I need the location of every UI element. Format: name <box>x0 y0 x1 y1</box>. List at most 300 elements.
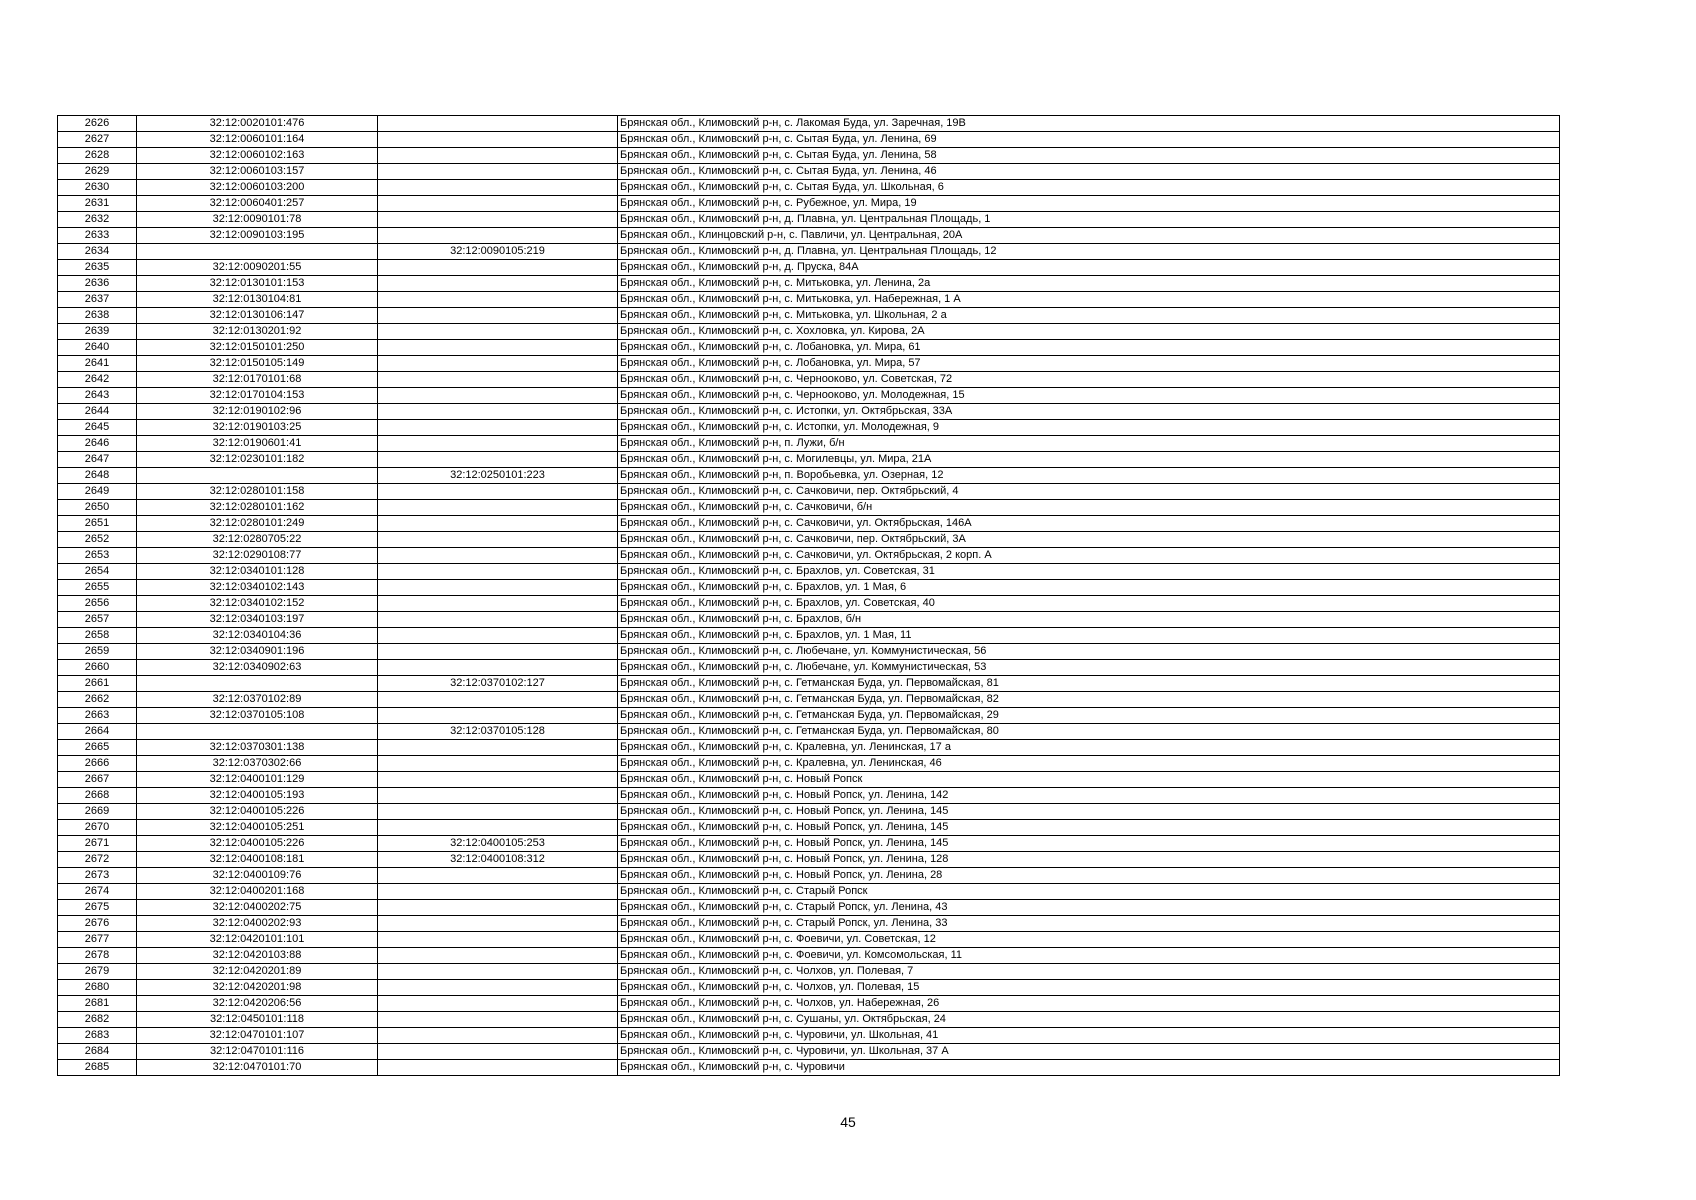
address-cell: Брянская обл., Климовский р-н, с. Брахлов, ул. 1 Мая, 6 <box>618 580 1560 596</box>
cadastral-number-cell: 32:12:0060103:200 <box>137 180 378 196</box>
row-number-cell: 2630 <box>58 180 137 196</box>
cadastral-number-secondary-cell <box>378 660 618 676</box>
table-row <box>58 436 1560 452</box>
table-row <box>58 804 1560 820</box>
cadastral-number-secondary-cell <box>378 596 618 612</box>
row-number-cell: 2661 <box>58 676 137 692</box>
address-cell: Брянская обл., Климовский р-н, с. Старый Ропск, ул. Ленина, 33 <box>618 916 1560 932</box>
cadastral-number-secondary-cell <box>378 1028 618 1044</box>
row-number-cell: 2685 <box>58 1060 137 1076</box>
cadastral-number-secondary-cell <box>378 644 618 660</box>
cadastral-number-secondary-cell <box>378 916 618 932</box>
cadastral-number-cell: 32:12:0170101:68 <box>137 372 378 388</box>
address-cell: Брянская обл., Климовский р-н, с. Сытая Буда, ул. Ленина, 58 <box>618 148 1560 164</box>
table-row <box>58 420 1560 436</box>
address-cell: Брянская обл., Климовский р-н, с. Чуровичи, ул. Школьная, 41 <box>618 1028 1560 1044</box>
table-row <box>58 1060 1560 1076</box>
row-number-cell: 2643 <box>58 388 137 404</box>
address-cell: Брянская обл., Климовский р-н, с. Сачковичи, ул. Октябрьская, 2 корп. А <box>618 548 1560 564</box>
table-row <box>58 788 1560 804</box>
cadastral-number-secondary-cell <box>378 900 618 916</box>
row-number-cell: 2665 <box>58 740 137 756</box>
cadastral-number-secondary-cell: 32:12:0250101:223 <box>378 468 618 484</box>
cadastral-number-cell: 32:12:0290108:77 <box>137 548 378 564</box>
cadastral-number-cell: 32:12:0370301:138 <box>137 740 378 756</box>
cadastral-number-secondary-cell <box>378 964 618 980</box>
row-number-cell: 2672 <box>58 852 137 868</box>
cadastral-number-cell: 32:12:0060101:164 <box>137 132 378 148</box>
table-row <box>58 244 1560 260</box>
cadastral-number-secondary-cell <box>378 164 618 180</box>
row-number-cell: 2658 <box>58 628 137 644</box>
table-row <box>58 612 1560 628</box>
row-number-cell: 2673 <box>58 868 137 884</box>
row-number-cell: 2676 <box>58 916 137 932</box>
cadastral-number-secondary-cell <box>378 804 618 820</box>
cadastral-number-cell: 32:12:0470101:116 <box>137 1044 378 1060</box>
table-row <box>58 980 1560 996</box>
row-number-cell: 2627 <box>58 132 137 148</box>
cadastral-number-secondary-cell <box>378 148 618 164</box>
cadastral-number-secondary-cell <box>378 420 618 436</box>
table-row <box>58 164 1560 180</box>
cadastral-number-secondary-cell <box>378 388 618 404</box>
row-number-cell: 2636 <box>58 276 137 292</box>
cadastral-number-secondary-cell <box>378 740 618 756</box>
cadastral-number-secondary-cell <box>378 308 618 324</box>
cadastral-number-cell: 32:12:0370302:66 <box>137 756 378 772</box>
address-cell: Брянская обл., Климовский р-н, с. Брахлов, б/н <box>618 612 1560 628</box>
row-number-cell: 2653 <box>58 548 137 564</box>
table-row <box>58 324 1560 340</box>
cadastral-number-cell: 32:12:0020101:476 <box>137 116 378 132</box>
row-number-cell: 2679 <box>58 964 137 980</box>
cadastral-number-cell: 32:12:0340104:36 <box>137 628 378 644</box>
address-cell: Брянская обл., Климовский р-н, с. Гетманская Буда, ул. Первомайская, 81 <box>618 676 1560 692</box>
address-cell: Брянская обл., Климовский р-н, с. Новый Ропск, ул. Ленина, 28 <box>618 868 1560 884</box>
row-number-cell: 2681 <box>58 996 137 1012</box>
row-number-cell: 2668 <box>58 788 137 804</box>
row-number-cell: 2667 <box>58 772 137 788</box>
address-cell: Брянская обл., Климовский р-н, с. Гетманская Буда, ул. Первомайская, 29 <box>618 708 1560 724</box>
table-row <box>58 1044 1560 1060</box>
row-number-cell: 2628 <box>58 148 137 164</box>
table-row <box>58 868 1560 884</box>
row-number-cell: 2648 <box>58 468 137 484</box>
address-cell: Брянская обл., Климовский р-н, с. Хохловка, ул. Кирова, 2А <box>618 324 1560 340</box>
row-number-cell: 2644 <box>58 404 137 420</box>
table-row <box>58 964 1560 980</box>
row-number-cell: 2635 <box>58 260 137 276</box>
cadastral-number-secondary-cell <box>378 196 618 212</box>
cadastral-number-secondary-cell <box>378 756 618 772</box>
address-cell: Брянская обл., Климовский р-н, с. Новый Ропск, ул. Ленина, 145 <box>618 804 1560 820</box>
cadastral-number-cell: 32:12:0420206:56 <box>137 996 378 1012</box>
cadastral-number-secondary-cell <box>378 180 618 196</box>
cadastral-number-secondary-cell <box>378 564 618 580</box>
table-row <box>58 388 1560 404</box>
row-number-cell: 2626 <box>58 116 137 132</box>
cadastral-number-cell: 32:12:0130201:92 <box>137 324 378 340</box>
table-row <box>58 660 1560 676</box>
address-cell: Брянская обл., Климовский р-н, с. Могилевцы, ул. Мира, 21А <box>618 452 1560 468</box>
cadastral-number-secondary-cell: 32:12:0090105:219 <box>378 244 618 260</box>
row-number-cell: 2631 <box>58 196 137 212</box>
cadastral-number-secondary-cell <box>378 340 618 356</box>
cadastral-number-secondary-cell <box>378 1060 618 1076</box>
cadastral-number-cell: 32:12:0340102:152 <box>137 596 378 612</box>
cadastral-number-cell: 32:12:0060401:257 <box>137 196 378 212</box>
address-cell: Брянская обл., Климовский р-н, с. Фоевичи, ул. Советская, 12 <box>618 932 1560 948</box>
row-number-cell: 2645 <box>58 420 137 436</box>
table-row <box>58 884 1560 900</box>
cadastral-number-cell: 32:12:0090101:78 <box>137 212 378 228</box>
table-row <box>58 628 1560 644</box>
row-number-cell: 2642 <box>58 372 137 388</box>
cadastral-number-cell: 32:12:0400105:193 <box>137 788 378 804</box>
address-cell: Брянская обл., Климовский р-н, с. Сытая Буда, ул. Ленина, 69 <box>618 132 1560 148</box>
cadastral-number-cell: 32:12:0060102:163 <box>137 148 378 164</box>
address-cell: Брянская обл., Климовский р-н, с. Кралевна, ул. Ленинская, 17 а <box>618 740 1560 756</box>
address-cell: Брянская обл., Климовский р-н, с. Митьковка, ул. Школьная, 2 а <box>618 308 1560 324</box>
cadastral-number-secondary-cell <box>378 692 618 708</box>
table-row <box>58 292 1560 308</box>
row-number-cell: 2656 <box>58 596 137 612</box>
address-cell: Брянская обл., Климовский р-н, с. Новый Ропск, ул. Ленина, 142 <box>618 788 1560 804</box>
cadastral-number-secondary-cell: 32:12:0400105:253 <box>378 836 618 852</box>
row-number-cell: 2683 <box>58 1028 137 1044</box>
property-registry-table <box>57 115 1560 1076</box>
cadastral-number-secondary-cell <box>378 532 618 548</box>
table-row <box>58 212 1560 228</box>
cadastral-number-cell: 32:12:0400105:251 <box>137 820 378 836</box>
cadastral-number-secondary-cell <box>378 948 618 964</box>
cadastral-number-secondary-cell <box>378 452 618 468</box>
table-row <box>58 836 1560 852</box>
address-cell: Брянская обл., Климовский р-н, с. Рубежное, ул. Мира, 19 <box>618 196 1560 212</box>
cadastral-number-secondary-cell <box>378 372 618 388</box>
row-number-cell: 2640 <box>58 340 137 356</box>
table-row <box>58 676 1560 692</box>
table-row <box>58 692 1560 708</box>
cadastral-number-cell: 32:12:0420103:88 <box>137 948 378 964</box>
address-cell: Брянская обл., Климовский р-н, д. Плавна, ул. Центральная Площадь, 12 <box>618 244 1560 260</box>
table-row <box>58 516 1560 532</box>
row-number-cell: 2659 <box>58 644 137 660</box>
registry-table-body <box>58 116 1560 1076</box>
table-row <box>58 196 1560 212</box>
cadastral-number-secondary-cell <box>378 260 618 276</box>
cadastral-number-secondary-cell <box>378 212 618 228</box>
address-cell: Брянская обл., Климовский р-н, с. Гетманская Буда, ул. Первомайская, 82 <box>618 692 1560 708</box>
table-row <box>58 756 1560 772</box>
row-number-cell: 2664 <box>58 724 137 740</box>
cadastral-number-cell <box>137 244 378 260</box>
row-number-cell: 2662 <box>58 692 137 708</box>
address-cell: Брянская обл., Климовский р-н, с. Чуровичи <box>618 1060 1560 1076</box>
address-cell: Брянская обл., Клинцовский р-н, с. Павличи, ул. Центральная, 20А <box>618 228 1560 244</box>
address-cell: Брянская обл., Климовский р-н, с. Кралевна, ул. Ленинская, 46 <box>618 756 1560 772</box>
address-cell: Брянская обл., Климовский р-н, с. Старый Ропск <box>618 884 1560 900</box>
address-cell: Брянская обл., Климовский р-н, с. Сытая Буда, ул. Школьная, 6 <box>618 180 1560 196</box>
table-row <box>58 308 1560 324</box>
cadastral-number-cell: 32:12:0470101:70 <box>137 1060 378 1076</box>
address-cell: Брянская обл., Климовский р-н, с. Брахлов, ул. 1 Мая, 11 <box>618 628 1560 644</box>
cadastral-number-cell: 32:12:0450101:118 <box>137 1012 378 1028</box>
address-cell: Брянская обл., Климовский р-н, с. Чуровичи, ул. Школьная, 37 А <box>618 1044 1560 1060</box>
table-row <box>58 404 1560 420</box>
row-number-cell: 2680 <box>58 980 137 996</box>
row-number-cell: 2666 <box>58 756 137 772</box>
table-row <box>58 708 1560 724</box>
address-cell: Брянская обл., Климовский р-н, д. Плавна, ул. Центральная Площадь, 1 <box>618 212 1560 228</box>
table-row <box>58 228 1560 244</box>
row-number-cell: 2678 <box>58 948 137 964</box>
cadastral-number-secondary-cell: 32:12:0370102:127 <box>378 676 618 692</box>
cadastral-number-cell: 32:12:0400202:93 <box>137 916 378 932</box>
row-number-cell: 2650 <box>58 500 137 516</box>
cadastral-number-cell: 32:12:0190102:96 <box>137 404 378 420</box>
cadastral-number-cell: 32:12:0230101:182 <box>137 452 378 468</box>
cadastral-number-secondary-cell <box>378 1012 618 1028</box>
row-number-cell: 2682 <box>58 1012 137 1028</box>
address-cell: Брянская обл., Климовский р-н, п. Воробьевка, ул. Озерная, 12 <box>618 468 1560 484</box>
row-number-cell: 2669 <box>58 804 137 820</box>
cadastral-number-cell: 32:12:0090201:55 <box>137 260 378 276</box>
cadastral-number-cell: 32:12:0130104:81 <box>137 292 378 308</box>
row-number-cell: 2684 <box>58 1044 137 1060</box>
address-cell: Брянская обл., Климовский р-н, с. Сачковичи, б/н <box>618 500 1560 516</box>
table-row <box>58 932 1560 948</box>
row-number-cell: 2675 <box>58 900 137 916</box>
cadastral-number-cell: 32:12:0340101:128 <box>137 564 378 580</box>
address-cell: Брянская обл., Климовский р-н, с. Чернооково, ул. Молодежная, 15 <box>618 388 1560 404</box>
table-row <box>58 772 1560 788</box>
row-number-cell: 2651 <box>58 516 137 532</box>
cadastral-number-cell: 32:12:0420201:89 <box>137 964 378 980</box>
table-row <box>58 356 1560 372</box>
cadastral-number-cell: 32:12:0190103:25 <box>137 420 378 436</box>
table-row <box>58 500 1560 516</box>
row-number-cell: 2629 <box>58 164 137 180</box>
cadastral-number-cell: 32:12:0370102:89 <box>137 692 378 708</box>
cadastral-number-cell: 32:12:0190601:41 <box>137 436 378 452</box>
table-row <box>58 532 1560 548</box>
address-cell: Брянская обл., Климовский р-н, с. Брахлов, ул. Советская, 40 <box>618 596 1560 612</box>
address-cell: Брянская обл., Климовский р-н, с. Новый Ропск <box>618 772 1560 788</box>
address-cell: Брянская обл., Климовский р-н, с. Лобановка, ул. Мира, 61 <box>618 340 1560 356</box>
cadastral-number-secondary-cell <box>378 500 618 516</box>
address-cell: Брянская обл., Климовский р-н, с. Лакомая Буда, ул. Заречная, 19В <box>618 116 1560 132</box>
table-row <box>58 468 1560 484</box>
table-row <box>58 452 1560 468</box>
cadastral-number-secondary-cell <box>378 628 618 644</box>
row-number-cell: 2634 <box>58 244 137 260</box>
table-row <box>58 484 1560 500</box>
table-row <box>58 148 1560 164</box>
address-cell: Брянская обл., Климовский р-н, с. Чолхов, ул. Полевая, 15 <box>618 980 1560 996</box>
cadastral-number-cell: 32:12:0470101:107 <box>137 1028 378 1044</box>
address-cell: Брянская обл., Климовский р-н, с. Новый Ропск, ул. Ленина, 128 <box>618 852 1560 868</box>
cadastral-number-secondary-cell <box>378 324 618 340</box>
row-number-cell: 2654 <box>58 564 137 580</box>
address-cell: Брянская обл., Климовский р-н, п. Лужи, б/н <box>618 436 1560 452</box>
row-number-cell: 2655 <box>58 580 137 596</box>
cadastral-number-cell: 32:12:0400109:76 <box>137 868 378 884</box>
cadastral-number-secondary-cell <box>378 228 618 244</box>
cadastral-number-cell: 32:12:0090103:195 <box>137 228 378 244</box>
table-row <box>58 644 1560 660</box>
address-cell: Брянская обл., Климовский р-н, с. Сачковичи, ул. Октябрьская, 146А <box>618 516 1560 532</box>
row-number-cell: 2641 <box>58 356 137 372</box>
cadastral-number-cell: 32:12:0130101:153 <box>137 276 378 292</box>
table-row <box>58 852 1560 868</box>
cadastral-number-cell: 32:12:0420101:101 <box>137 932 378 948</box>
row-number-cell: 2670 <box>58 820 137 836</box>
cadastral-number-cell: 32:12:0400105:226 <box>137 836 378 852</box>
cadastral-number-secondary-cell <box>378 548 618 564</box>
address-cell: Брянская обл., Климовский р-н, с. Чолхов, ул. Полевая, 7 <box>618 964 1560 980</box>
cadastral-number-secondary-cell <box>378 484 618 500</box>
cadastral-number-cell: 32:12:0340902:63 <box>137 660 378 676</box>
table-row <box>58 548 1560 564</box>
table-row <box>58 900 1560 916</box>
cadastral-number-secondary-cell <box>378 276 618 292</box>
address-cell: Брянская обл., Климовский р-н, с. Любечане, ул. Коммунистическая, 56 <box>618 644 1560 660</box>
cadastral-number-cell: 32:12:0340103:197 <box>137 612 378 628</box>
table-row <box>58 340 1560 356</box>
page-number: 45 <box>840 1114 856 1130</box>
cadastral-number-cell: 32:12:0340102:143 <box>137 580 378 596</box>
cadastral-number-cell: 32:12:0170104:153 <box>137 388 378 404</box>
address-cell: Брянская обл., Климовский р-н, с. Лобановка, ул. Мира, 57 <box>618 356 1560 372</box>
row-number-cell: 2633 <box>58 228 137 244</box>
cadastral-number-secondary-cell <box>378 788 618 804</box>
address-cell: Брянская обл., Климовский р-н, с. Сытая Буда, ул. Ленина, 46 <box>618 164 1560 180</box>
cadastral-number-cell <box>137 724 378 740</box>
cadastral-number-secondary-cell <box>378 996 618 1012</box>
address-cell: Брянская обл., Климовский р-н, с. Митьковка, ул. Ленина, 2а <box>618 276 1560 292</box>
cadastral-number-secondary-cell <box>378 580 618 596</box>
address-cell: Брянская обл., Климовский р-н, с. Чернооково, ул. Советская, 72 <box>618 372 1560 388</box>
row-number-cell: 2632 <box>58 212 137 228</box>
address-cell: Брянская обл., Климовский р-н, с. Гетманская Буда, ул. Первомайская, 80 <box>618 724 1560 740</box>
table-row <box>58 996 1560 1012</box>
table-row <box>58 372 1560 388</box>
table-row <box>58 132 1560 148</box>
cadastral-number-cell: 32:12:0150105:149 <box>137 356 378 372</box>
cadastral-number-secondary-cell <box>378 868 618 884</box>
cadastral-number-secondary-cell <box>378 980 618 996</box>
table-row <box>58 1028 1560 1044</box>
cadastral-number-secondary-cell <box>378 404 618 420</box>
row-number-cell: 2674 <box>58 884 137 900</box>
table-row <box>58 276 1560 292</box>
cadastral-number-cell: 32:12:0280101:162 <box>137 500 378 516</box>
address-cell: Брянская обл., Климовский р-н, с. Новый Ропск, ул. Ленина, 145 <box>618 820 1560 836</box>
row-number-cell: 2663 <box>58 708 137 724</box>
cadastral-number-cell: 32:12:0280101:158 <box>137 484 378 500</box>
table-row <box>58 180 1560 196</box>
table-row <box>58 596 1560 612</box>
table-row <box>58 724 1560 740</box>
table-row <box>58 820 1560 836</box>
row-number-cell: 2677 <box>58 932 137 948</box>
address-cell: Брянская обл., Климовский р-н, с. Фоевичи, ул. Комсомольская, 11 <box>618 948 1560 964</box>
row-number-cell: 2671 <box>58 836 137 852</box>
cadastral-number-cell: 32:12:0400101:129 <box>137 772 378 788</box>
address-cell: Брянская обл., Климовский р-н, с. Брахлов, ул. Советская, 31 <box>618 564 1560 580</box>
cadastral-number-cell: 32:12:0280101:249 <box>137 516 378 532</box>
row-number-cell: 2649 <box>58 484 137 500</box>
cadastral-number-secondary-cell <box>378 116 618 132</box>
table-row <box>58 740 1560 756</box>
cadastral-number-secondary-cell <box>378 932 618 948</box>
table-row <box>58 948 1560 964</box>
cadastral-number-cell: 32:12:0400201:168 <box>137 884 378 900</box>
address-cell: Брянская обл., Климовский р-н, с. Чолхов, ул. Набережная, 26 <box>618 996 1560 1012</box>
cadastral-number-cell: 32:12:0280705:22 <box>137 532 378 548</box>
cadastral-number-cell <box>137 468 378 484</box>
cadastral-number-secondary-cell <box>378 516 618 532</box>
row-number-cell: 2639 <box>58 324 137 340</box>
address-cell: Брянская обл., Климовский р-н, с. Сушаны, ул. Октябрьская, 24 <box>618 1012 1560 1028</box>
cadastral-number-secondary-cell <box>378 132 618 148</box>
address-cell: Брянская обл., Климовский р-н, с. Старый Ропск, ул. Ленина, 43 <box>618 900 1560 916</box>
address-cell: Брянская обл., Климовский р-н, с. Истопки, ул. Октябрьская, 33А <box>618 404 1560 420</box>
address-cell: Брянская обл., Климовский р-н, с. Сачковичи, пер. Октябрьский, 4 <box>618 484 1560 500</box>
table-row <box>58 1012 1560 1028</box>
row-number-cell: 2646 <box>58 436 137 452</box>
address-cell: Брянская обл., Климовский р-н, с. Митьковка, ул. Набережная, 1 А <box>618 292 1560 308</box>
cadastral-number-cell: 32:12:0400105:226 <box>137 804 378 820</box>
cadastral-number-secondary-cell <box>378 772 618 788</box>
cadastral-number-cell: 32:12:0130106:147 <box>137 308 378 324</box>
cadastral-number-secondary-cell <box>378 884 618 900</box>
table-row <box>58 564 1560 580</box>
row-number-cell: 2647 <box>58 452 137 468</box>
cadastral-number-cell: 32:12:0340901:196 <box>137 644 378 660</box>
row-number-cell: 2652 <box>58 532 137 548</box>
row-number-cell: 2657 <box>58 612 137 628</box>
cadastral-number-secondary-cell <box>378 292 618 308</box>
address-cell: Брянская обл., Климовский р-н, с. Сачковичи, пер. Октябрьский, 3А <box>618 532 1560 548</box>
row-number-cell: 2638 <box>58 308 137 324</box>
cadastral-number-cell <box>137 676 378 692</box>
table-row <box>58 116 1560 132</box>
table-row <box>58 580 1560 596</box>
cadastral-number-secondary-cell: 32:12:0400108:312 <box>378 852 618 868</box>
cadastral-number-secondary-cell <box>378 708 618 724</box>
address-cell: Брянская обл., Климовский р-н, с. Истопки, ул. Молодежная, 9 <box>618 420 1560 436</box>
table-row <box>58 260 1560 276</box>
cadastral-number-secondary-cell <box>378 436 618 452</box>
row-number-cell: 2637 <box>58 292 137 308</box>
cadastral-number-secondary-cell <box>378 1044 618 1060</box>
cadastral-number-secondary-cell: 32:12:0370105:128 <box>378 724 618 740</box>
address-cell: Брянская обл., Климовский р-н, д. Пруска, 84А <box>618 260 1560 276</box>
cadastral-number-cell: 32:12:0400202:75 <box>137 900 378 916</box>
cadastral-number-secondary-cell <box>378 820 618 836</box>
cadastral-number-cell: 32:12:0150101:250 <box>137 340 378 356</box>
cadastral-number-secondary-cell <box>378 356 618 372</box>
address-cell: Брянская обл., Климовский р-н, с. Новый Ропск, ул. Ленина, 145 <box>618 836 1560 852</box>
row-number-cell: 2660 <box>58 660 137 676</box>
address-cell: Брянская обл., Климовский р-н, с. Любечане, ул. Коммунистическая, 53 <box>618 660 1560 676</box>
cadastral-number-cell: 32:12:0420201:98 <box>137 980 378 996</box>
cadastral-number-secondary-cell <box>378 612 618 628</box>
cadastral-number-cell: 32:12:0060103:157 <box>137 164 378 180</box>
